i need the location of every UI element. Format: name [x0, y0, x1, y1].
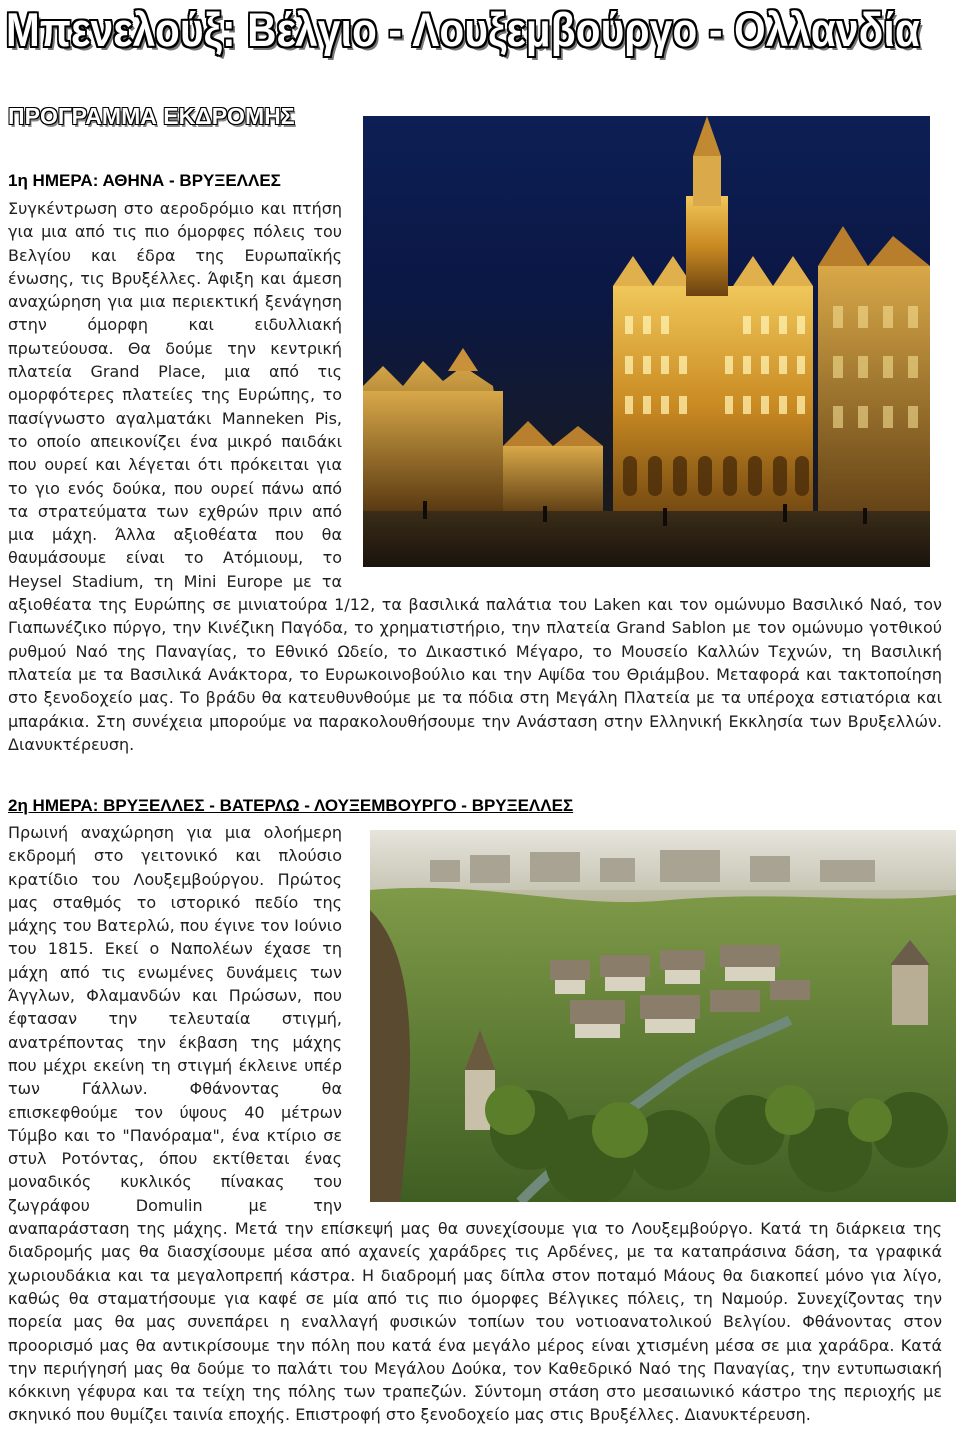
- day-2-body: Πρωινή αναχώρηση για μια ολοήμερη εκδρομή στο γειτονικό και πλούσιο κρατίδιο του Λουξεμβούργου. Πρώτος μας σταθμός το ιστορικό πεδίο της μάχης του Βατερλώ, που έγινε τον Ιούνιο του 1815. Εκεί ο Ναπολέων έχασε τη μάχη από τις ενωμένες δυνάμεις των Άγγλων, Φλαμανδών και Πρώσων, που έφτασαν την τελευταία στιγμή, ανατρέποντας την έκβαση της μάχης που μέχρι εκείνη τη στιγμή έκλεινε υπέρ των Γάλλων. Φθάνοντας θα επισκεφθούμε τον ύψους 40 μέτρων Τύμβο και το "Πανόραμα", ένα κτίριο σε στυλ Ροτόντας, όπου εκτίθεται ένας μοναδικός κυκλικός πίνακας του ζωγράφου Domulin με την αναπαράσταση της μάχης. Μετά την επίσκεψή μας θα συνεχίσουμε για το Λουξεμβούργο. Κατά τη διάρκεια της διαδρομής μας θα διασχίσουμε μέσα από αχανείς χαράδρες τις Αρδένες, με τα καταπράσινα δάση, τα γραφικά χωριουδάκια και τα μεγαλοπρεπή κάστρα. Η διαδρομή μας δίπλα στον ποταμό Μάους θα διακοπεί μόνο για λίγο, καθώς θα σταματήσουμε για καφέ σε μία από τις πιο όμορφες Βέλγικες πόλεις, τη Ναμούρ. Συνεχίζοντας την πορεία μας θα μας συνεπάρει η εναλλαγή φυσικών τοπίων του νοτιοανατολικού Βελγίου. Φθάνοντας στον προορισμό μας θα αντικρίσουμε την πόλη που κατά ένα μεγάλο μέρος είναι χτισμένη μέσα σε μια χαράδρα. Κατά την περιήγησή μας θα δούμε το παλάτι του Μεγάλου Δούκα, τον Καθεδρικό Ναό της Παναγίας, την εντυπωσιακή κόκκινη γέφυρα και τα τείχη της πόλης των τραπεζών. Σύντομη στάση στο μεσαιωνικό κάστρο της περιοχής με σκηνικό που θυμίζει ταινία εποχής. Επιστροφή στο ξενοδοχείο μας στις Βρυξέλλες. Διανυκτέρευση.: [8, 823, 942, 1425]
- day-1-body: Συγκέντρωση στο αεροδρόμιο και πτήση για μια από τις πιο όμορφες πόλεις του Βελγίου και έδρα της Ευρωπαϊκής ένωσης, τις Βρυξέλλες. Άφιξη και άμεση αναχώρηση για μια περιεκτική ξενάγηση στην όμορφη και ειδυλλιακή πρωτεύουσα. Θα δούμε την κεντρική πλατεία Grand Place, μια από τις ομορφότερες πλατείες της Ευρώπης, το πασίγνωστο αγαλματάκι Manneken Pis, το οποίο απεικονίζει ένα μικρό παιδάκι που ουρεί και λέγεται ότι πρόκειται για το γιο ενός δούκα, που ουρεί πάνω από τα στρατεύματα των εχθρών πριν από μια μάχη. Άλλα αξιοθέατα που θα θαυμάσουμε είναι το Ατόμιουμ, το Heysel Stadium, τη Mini Europe με τα αξιοθέατα της Ευρώπης σε μινιατούρα 1/12, τα βασιλικά παλάτια του Laken και τον ομώνυμο Βασιλικό Ναό, τον Γιαπωνέζικο πύργο, την Κινέζικη Παγόδα, το χρηματιστήριο, την πλατεία Grand Sablon με τον ομώνυμο γοτθικού ρυθμού Ναό της Παναγίας, το Εθνικό Ωδείο, το Δικαστικό Μέγαρο, το Μουσείο Καλλών Τεχνών, τη Βασιλική πλατεία με τα Βασιλικά Ανάκτορα, το Ευρωκοινοβούλιο και την Αψίδα του Θριάμβου. Μεταφορά και τακτοποίηση στο ξενοδοχείο μας. Το βράδυ θα κατευθυνθούμε με τα πόδια στη Μεγάλη Πλατεία με τα υπέροχα εστιατόρια και μπαράκια. Στη συνέχεια μπορούμε να παρακολουθήσουμε την Ανάσταση στην Ελληνική Εκκλησία των Βρυξελλών. Διανυκτέρευση.: [8, 199, 942, 754]
- grand-place-photo: [363, 116, 930, 567]
- luxembourg-valley-photo: [370, 830, 956, 1202]
- section-heading: ΠΡΟΓΡΑΜΜΑ ΕΚΔΡΟΜΗΣ: [8, 103, 295, 129]
- day-1-heading: 1η ΗΜΕΡΑ: ΑΘΗΝΑ - ΒΡΥΞΕΛΛΕΣ: [8, 171, 281, 190]
- day-2-heading: 2η ΗΜΕΡΑ: ΒΡΥΞΕΛΛΕΣ - ΒΑΤΕΡΛΩ - ΛΟΥΞΕΜΒΟΥΡΓΟ - ΒΡΥΞΕΛΛΕΣ: [8, 796, 574, 815]
- document-title: Μπενελούξ: Βέλγιο - Λουξεμβούργο - Ολλανδία: [6, 3, 921, 56]
